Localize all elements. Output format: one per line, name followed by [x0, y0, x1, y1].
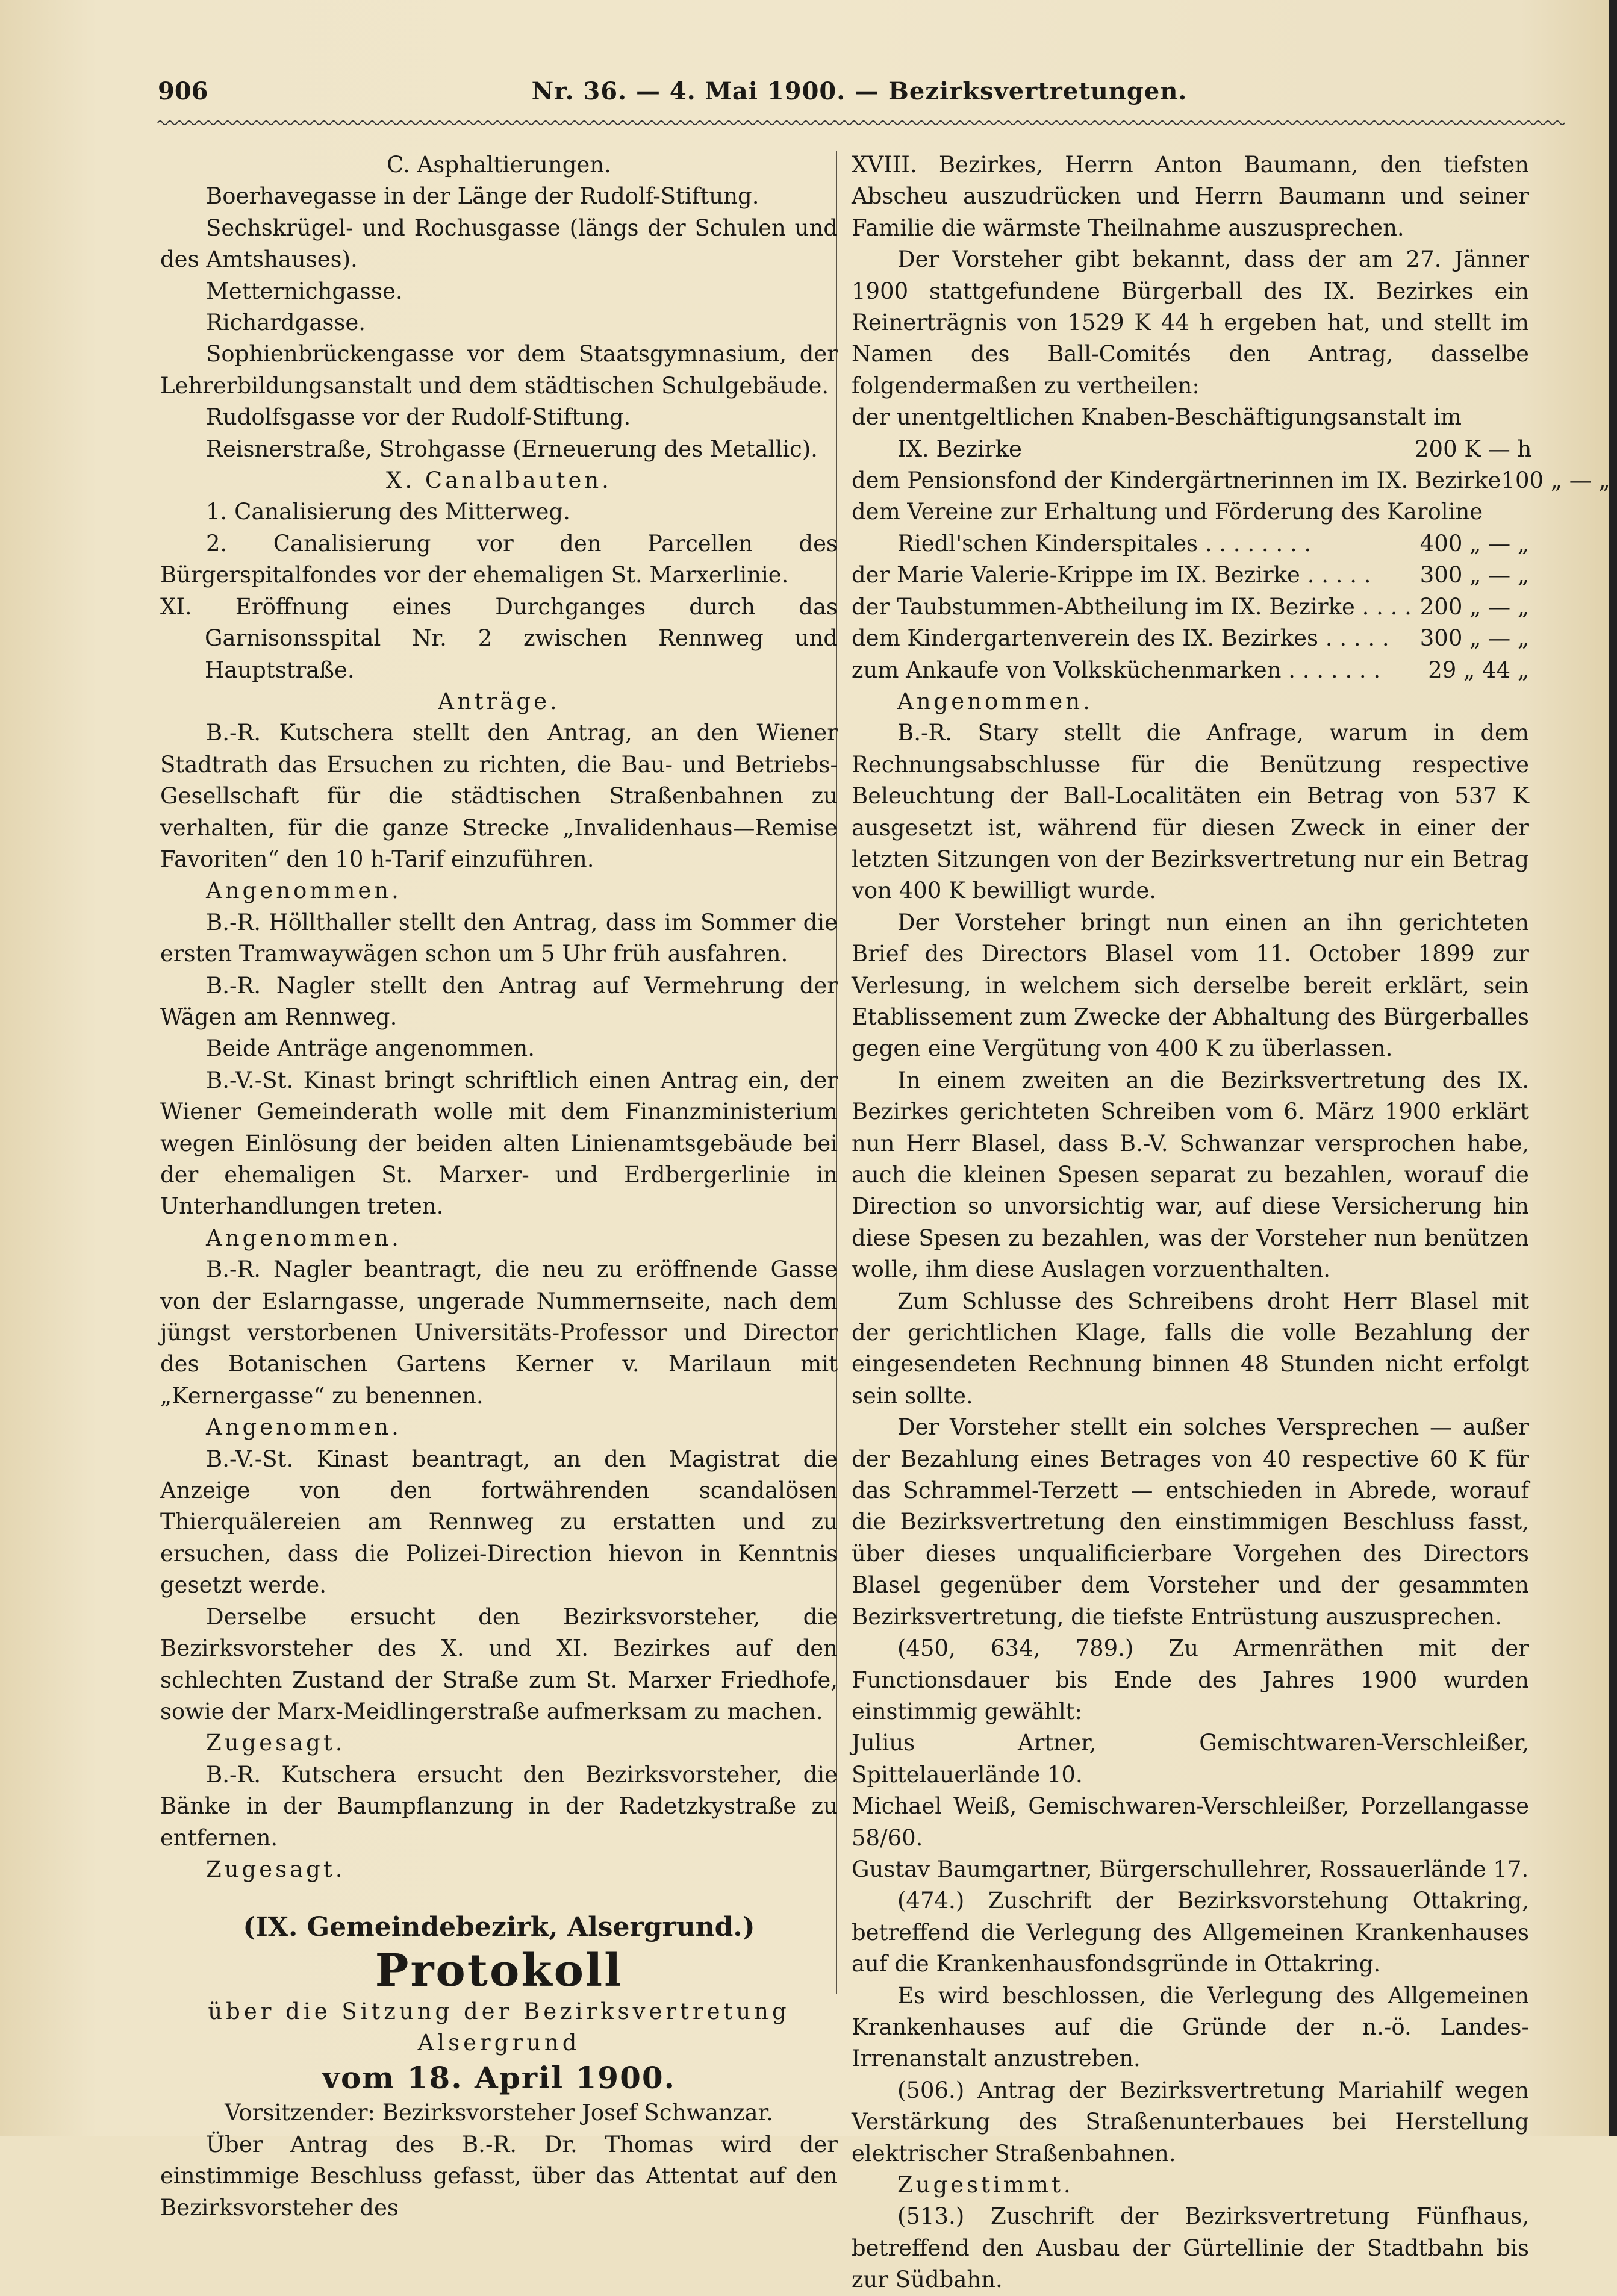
motion-kutschera: B.-R. Kutschera stellt den Antrag, an den Wiener Stadtrath das Ersuchen zu richten, die Bau- und Betriebs-Gesellschaft für die städtischen Straßenbahnen zu verhalten, für die ganze Strecke „Invalidenhaus—Remise Favoriten“ den 10 h-Tarif einzuführen.: [160, 720, 838, 872]
motion-hoellthaller: B.-R. Höllthaller stellt den Antrag, dass im Sommer die ersten Tramwaywägen schon um 5 Uhr früh ausfahren.: [160, 909, 838, 967]
letter-closing: Zum Schlusse des Schreibens droht Herr Blasel mit der gerichtlichen Klage, falls die volle Bezahlung der eingesendeten Rechnung binnen 48 Stunden nicht erfolgt sein sollte.: [852, 1288, 1529, 1409]
c-item: Metternichgasse.: [206, 278, 403, 304]
section-xi: XI. Eröffnung eines Durchganges durch das Garnisonsspital Nr. 2 zwischen Rennweg und Hauptstraße.: [160, 593, 838, 683]
elected-name: Gustav Baumgartner, Bürgerschullehrer, Rossauerlände 17.: [852, 1856, 1529, 1882]
district-heading: (IX. Gemeindebezirk, Alsergrund.): [243, 1912, 755, 1943]
result-angenommen: Angenommen.: [206, 1224, 402, 1251]
antraege-heading: Anträge.: [438, 688, 560, 714]
allocation-row: zum Ankaufe von Volksküchenmarken . . . . . . . 29 „ 44 „: [852, 657, 1529, 683]
elected-name: Michael Weiß, Gemischwaren-Verschleißer, Porzellangasse 58/60.: [852, 1793, 1529, 1851]
result-zugestimmt: Zugestimmt.: [897, 2172, 1074, 2198]
c-item: Sophienbrückengasse vor dem Staatsgymnasium, der Lehrerbildungsanstalt und dem städtischen Schulgebäude.: [160, 341, 838, 399]
result-angenommen: Angenommen.: [206, 1414, 402, 1441]
allocation-row: IX. Bezirke 200 K — h: [897, 435, 1532, 462]
right-column: [852, 149, 1610, 2296]
item-513: (513.) Zuschrift der Bezirksvertretung Fünfhaus, betreffend den Ausbau der Gürtellinie der Stadtbahn bis zur Südbahn.: [852, 2203, 1529, 2293]
item-506: (506.) Antrag der Bezirksvertretung Mariahilf wegen Verstärkung des Straßenunterbaues bei Herstellung elektrischer Straßenbahnen.: [852, 2077, 1529, 2167]
inquiry-stary: B.-R. Stary stellt die Anfrage, warum in dem Rechnungsabschlusse für die Benützung respective Beleuchtung der Ball-Localitäten ein Betrag von 537 K ausgesetzt ist, während für diesen Zweck in einer der letzten Sitzungen von der Bezirksvertretung nur ein Betrag von 400 K bewilligt wurde.: [852, 720, 1529, 904]
c-item: Boerhavegasse in der Länge der Rudolf-Stiftung.: [206, 183, 759, 210]
allocation-row: dem Vereine zur Erhaltung und Förderung des Karoline: [852, 499, 1483, 525]
allocation-row: der Marie Valerie-Krippe im IX. Bezirke . . . . . 300 „ — „: [852, 562, 1529, 588]
c-item: Reisnerstraße, Strohgasse (Erneuerung des Metallic).: [206, 435, 818, 462]
letter-vorsteher: Der Vorsteher bringt nun einen an ihn gerichteten Brief des Directors Blasel vom 11. October 1899 zur Verlesung, in welchem sich derselbe bereit erklärt, sein Etablissement zum Zwecke der Abhaltung des Bürgerballes gegen eine Vergütung von 400 K zu überlassen.: [852, 909, 1529, 1062]
chairman-line: Vorsitzender: Bezirksvorsteher Josef Schwanzar.: [225, 2100, 773, 2126]
c-item: Richardgasse.: [206, 310, 366, 336]
section-c-title: C. Asphaltierungen.: [387, 152, 611, 178]
running-title: Nr. 36. — 4. Mai 1900. — Bezirksvertretungen.: [531, 77, 1188, 105]
protokoll-subtitle: über die Sitzung der Bezirksvertretung Alsergrund: [208, 1998, 790, 2056]
c-item: Sechskrügel- und Rochusgasse (längs der Schulen und des Amtshauses).: [160, 214, 838, 273]
motion-nagler: B.-R. Nagler stellt den Antrag auf Vermehrung der Wägen am Rennweg.: [160, 972, 838, 1030]
item-474: (474.) Zuschrift der Bezirksvorstehung Ottakring, betreffend die Verlegung des Allgemeinen Krankenhauses auf die Krankenhausfondsgründe in Ottakring.: [852, 1888, 1529, 1977]
motion-nagler: B.-R. Nagler beantragt, die neu zu eröffnende Gasse von der Eslarngasse, ungerade Nummernseite, nach dem jüngst verstorbenen Universitäts-Professor und Director des Botanischen Gartens Kerner v. Marilaun mit „Kernergasse“ zu benennen.: [160, 1256, 838, 1409]
section-x-title: X. Canalbauten.: [386, 467, 612, 494]
allocation-row: Riedl'schen Kinderspitales . . . . . . . . 400 „ — „: [897, 530, 1529, 557]
page-number: 906: [158, 77, 208, 105]
result-beide: Beide Anträge angenommen.: [206, 1035, 535, 1062]
result-angenommen: Angenommen.: [206, 878, 402, 904]
elected-name: Julius Artner, Gemischtwaren-Verschleißer, Spittelauerlände 10.: [852, 1730, 1529, 1788]
result-zugesagt: Zugesagt.: [206, 1730, 346, 1756]
c-item: Rudolfsgasse vor der Rudolf-Stiftung.: [206, 404, 631, 431]
left-column: [160, 149, 838, 2224]
result-zugesagt: Zugesagt.: [206, 1856, 346, 1882]
continued-paragraph: XVIII. Bezirkes, Herrn Anton Baumann, den tiefsten Abscheu auszudrücken und Herrn Baumann und seiner Familie die wärmste Theilnahme auszusprechen.: [852, 152, 1529, 241]
allocation-row: dem Kindergartenverein des IX. Bezirkes . . . . . 300 „ — „: [852, 625, 1529, 652]
vorsteher-response: Der Vorsteher stellt ein solches Versprechen — außer der Bezahlung eines Betrages von 40 respective 60 K für das Schrammel-Terzett — entschieden in Abrede, worauf die Bezirksvertretung den einstimmigen Beschluss fasst, über dieses unqualificierbare Vorgehen des Directors Blasel gegenüber dem Vorsteher und der gesammten Bezirksvertretung, die tiefste Entrüstung auszusprechen.: [852, 1414, 1529, 1630]
announcement-vorsteher: Der Vorsteher gibt bekannt, dass der am 27. Jänner 1900 stattgefundene Bürgerball des IX. Bezirkes ein Reinerträgnis von 1529 K 44 h ergeben hat, und stellt im Namen des Ball-Comités den Antrag, dasselbe folgendermaßen zu vertheilen:: [852, 246, 1529, 399]
resolution-beschlossen: Es wird beschlossen, die Verlegung des Allgemeinen Krankenhauses auf die Gründe der n.-ö. Landes-Irrenanstalt anzustreben.: [852, 1982, 1529, 2072]
x-item: 1. Canalisierung des Mitterweg.: [206, 499, 570, 525]
wavy-rule: [158, 118, 1561, 128]
allocation-intro: der unentgeltlichen Knaben-Beschäftigungsanstalt im: [852, 404, 1462, 431]
page-header: [158, 77, 1561, 119]
allocation-row: der Taubstummen-Abtheilung im IX. Bezirke . . . . 200 „ — „: [852, 593, 1529, 620]
second-letter: In einem zweiten an die Bezirksvertretung des IX. Bezirkes gerichteten Schreiben vom 6. März 1900 erklärt nun Herr Blasel, dass B.-V. Schwanzar versprochen habe, auch die kleinen Spesen separat zu bezahlen, worauf die Direction so unvorsichtig war, auf diese Versicherung hin diese Spesen zu bezahlen, was der Vorsteher nun benützen wolle, ihm diese Auslagen vorzuenthalten.: [852, 1067, 1529, 1283]
allocation-row: dem Pensionsfond der Kindergärtnerinnen im IX. Bezirke 100 „ — „: [852, 467, 1610, 494]
x-item: 2. Canalisierung vor den Parcellen des Bürgerspitalfondes vor der ehemaligen St. Marxerlinie.: [160, 530, 838, 588]
armenraete-paragraph: (450, 634, 789.) Zu Armenräthen mit der Functionsdauer bis Ende des Jahres 1900 wurden einstimmig gewählt:: [852, 1635, 1529, 1724]
motion-kinast: B.-V.-St. Kinast beantragt, an den Magistrat die Anzeige von den fortwährenden scandalösen Thierquälereien am Rennweg zu erstatten und zu ersuchen, dass die Polizei-Direction hievon in Kenntnis gesetzt werde.: [160, 1446, 838, 1599]
motion-thomas: Über Antrag des B.-R. Dr. Thomas wird der einstimmige Beschluss gefasst, über das Attentat auf den Bezirksvorsteher des: [160, 2131, 838, 2221]
allocation-table: [852, 434, 1610, 686]
motion-kinast: B.-V.-St. Kinast bringt schriftlich einen Antrag ein, der Wiener Gemeinderath wolle mit dem Finanzministerium wegen Einlösung der beiden alten Linienamtsgebäude bei der ehemaligen St. Marxer- und Erdbergerlinie in Unterhandlungen treten.: [160, 1067, 838, 1220]
motion-derselbe: Derselbe ersucht den Bezirksvorsteher, die Bezirksvorsteher des X. und XI. Bezirkes auf den schlechten Zustand der Straße zum St. Marxer Friedhofe, sowie der Marx-Meidlingerstraße aufmerksam zu machen.: [160, 1603, 838, 1724]
protokoll-date: vom 18. April 1900.: [322, 2060, 676, 2096]
protokoll-title: Protokoll: [375, 1945, 623, 1997]
scan-edge: [1609, 0, 1617, 2136]
motion-kutschera: B.-R. Kutschera ersucht den Bezirksvorsteher, die Bänke in der Baumpflanzung in der Radetzkystraße zu entfernen.: [160, 1761, 838, 1851]
result-angenommen: Angenommen.: [897, 688, 1093, 714]
